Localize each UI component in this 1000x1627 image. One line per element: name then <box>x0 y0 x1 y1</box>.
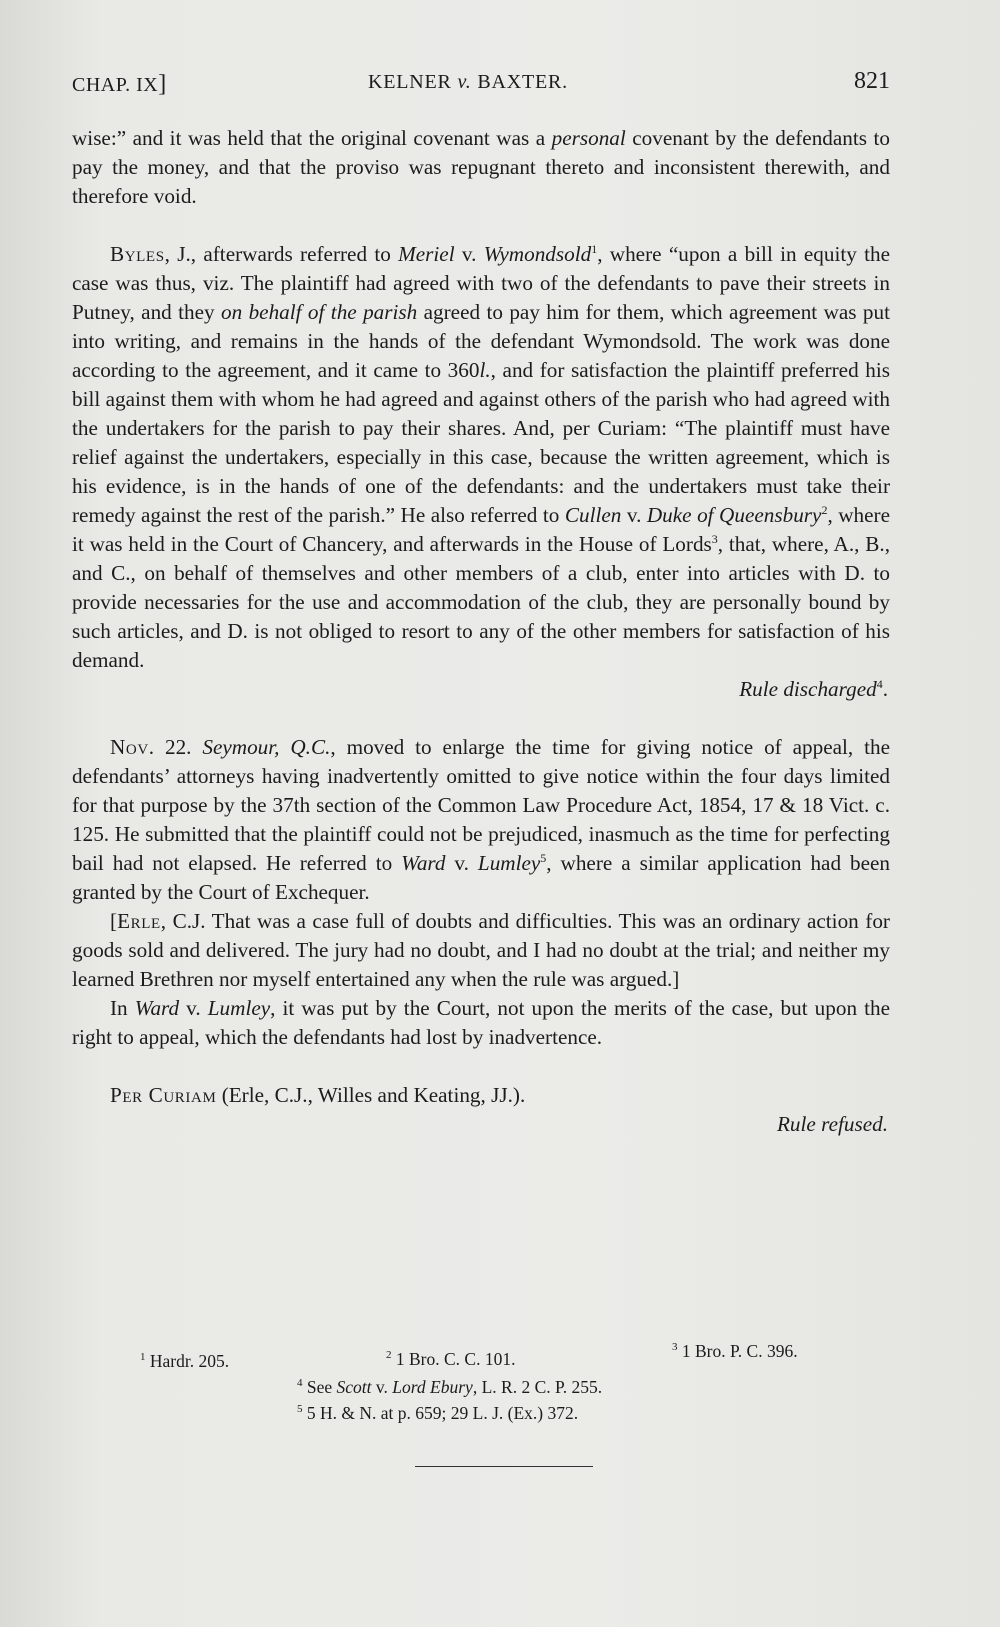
running-header <box>72 68 890 98</box>
page-body <box>72 124 890 1139</box>
running-title: KELNER v. BAXTER. <box>368 71 568 93</box>
paragraph-erle: [Erle, C.J. That was a case full of doubts and difficulties. This was an ordinary action for goods sold and delivered. The jury had no doubt, and I had no doubt at the trial; and neither my learned Brethren nor myself entertained any when the rule was argued.] <box>72 909 890 991</box>
paragraph-motion: Nov. 22. Seymour, Q.C., moved to enlarge the time for giving notice of appeal, the defendants’ attorneys having inadvertently omitted to give notice within the four days limited for that purpose by the 37th section of the Common Law Procedure Act, 1854, 17 & 18 Vict. c. 125. He submitted that the plaintiff could not be prejudiced, inasmuch as the time for perfecting bail had not elapsed. He referred to Ward v. Lumley$^5$, where a similar application had been granted by the Court of Exchequer. <box>72 735 891 904</box>
footnote-2: $^2$ 1 Bro. C. C. 101. <box>386 1349 516 1369</box>
footnote-3: $^3$ 1 Bro. P. C. 396. <box>672 1341 798 1361</box>
footnote-1: $^1$ Hardr. 205. <box>140 1351 230 1371</box>
footnotes <box>140 1333 860 1423</box>
paragraph-1: wise:” and it was held that the original covenant was a personal covenant by the defendants to pay the money, and that the proviso was repugnant thereto and inconsistent therewith, and therefore void. <box>72 126 890 208</box>
chapter-label: CHAP. IX] <box>72 71 167 97</box>
rule-refused: Rule refused. <box>776 1112 888 1136</box>
footnote-divider <box>415 1466 593 1467</box>
paragraph-ward: In Ward v. Lumley, it was put by the Court, not upon the merits of the case, but upon the right to appeal, which the defendants had lost by inadvertence. <box>72 996 891 1049</box>
rule-discharged: Rule discharged$^4$. <box>739 676 888 701</box>
footnote-4: $^4$ See Scott v. Lord Ebury, L. R. 2 C. P. 255. <box>297 1377 603 1397</box>
page-number: 821 <box>854 68 890 94</box>
paragraph-byles: Byles, J., afterwards referred to Meriel v. Wymondsold$^1$, where “upon a bill in equity the case was thus, viz. The plaintiff had agreed with two of the defendants to pave their streets in Putney, and they on behalf of the parish agreed to pay him for them, which agreement was put into writing, and remains in the hands of the defendant Wymondsold. The work was done according to the agreement, and it came to 360l., and for satisfaction the plaintiff preferred his bill against them with whom he had agreed and against others of the parish who had agreed with the undertakers for the parish to pay their shares. And, per Curiam: “The plaintiff must have relief against the undertakers, especially in this case, because the written agreement, which is his evidence, is in the hands of one of the defendants: and the undertakers must take their remedy against the rest of the parish.” He also referred to Cullen v. Duke of Queensbury$^2$, where it was held in the Court of Chancery, and afterwards in the House of Lords$^3$, that, where, A., B., and C., on behalf of themselves and other members of a club, enter into articles with D. to provide necessaries for the use and accommodation of the club, they are personally bound by such articles, and D. is not obliged to resort to any of the other members for satisfaction of his demand. <box>72 241 890 672</box>
footnote-5: $^5$ 5 H. & N. at p. 659; 29 L. J. (Ex.) 372. <box>297 1403 579 1423</box>
paragraph-per-curiam: Per Curiam (Erle, C.J., Willes and Keating, JJ.). <box>110 1083 526 1107</box>
